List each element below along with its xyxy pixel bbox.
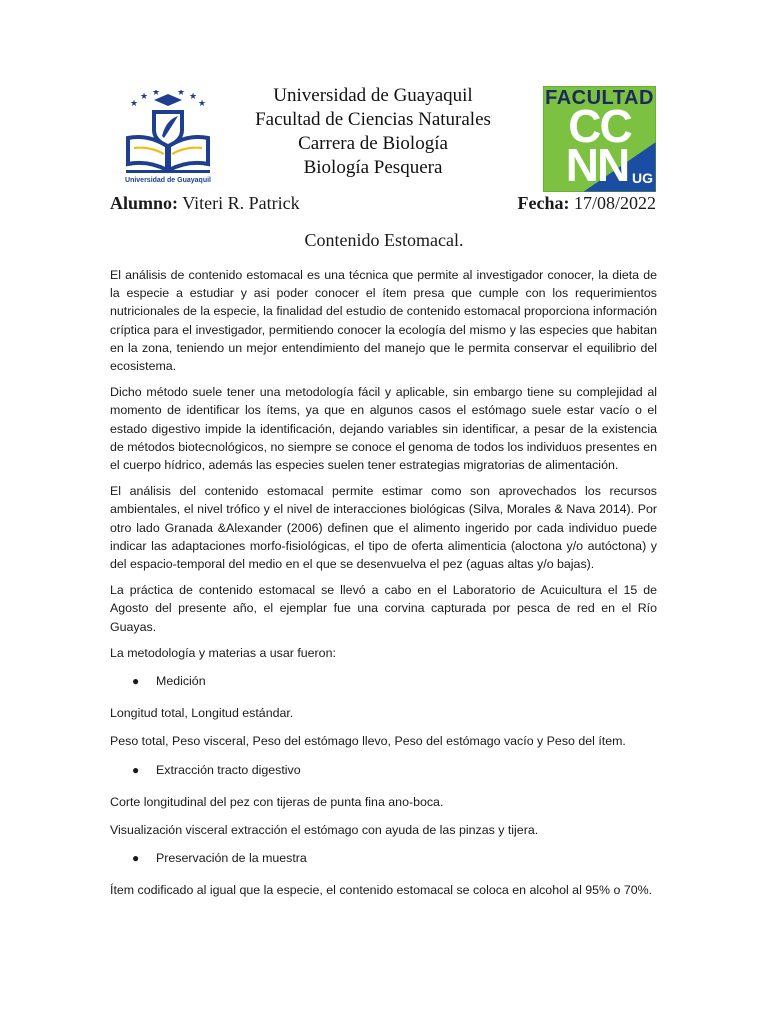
document-body bbox=[110, 266, 657, 908]
date-label: Fecha: bbox=[517, 193, 570, 213]
header-faculty: Facultad de Ciencias Naturales bbox=[255, 109, 491, 130]
svg-text:★: ★ bbox=[189, 92, 198, 102]
section-line: Ítem codificado al igual que la especie, el contenido estomacal se coloca en alcohol al 95% o 70%. bbox=[110, 883, 653, 898]
svg-text:★: ★ bbox=[130, 99, 139, 109]
paragraph: El análisis de contenido estomacal es una técnica que permite al investigador conocer, la dieta de la especie a estudiar y asi poder conocer el ítem presa que cumple con los requerimientos nutricionales de la especie, la finalidad del estudio de contenido estomacal proporciona información críptica para el investigador, permitiendo conocer la ecología del mismo y las especies que habitan en la zona, teniendo un mejor entendimiento del manejo que le permita conservar el equilibrio del ecosistema. bbox=[110, 268, 657, 374]
university-logo-icon bbox=[118, 90, 218, 190]
date-value: 17/08/2022 bbox=[573, 193, 656, 213]
bullet-label: Medición bbox=[156, 674, 206, 689]
bullet-label: Extracción tracto digestivo bbox=[156, 762, 301, 777]
paragraph: El análisis del contenido estomacal permite estimar como son aprovechados los recursos ambientales, el nivel trófico y el nivel de interacciones biológicas (Silva, Morales & Nava 2014). Por otro lado Granada &Alexander (2006) definen que el alimento ingerido por cada individuo puede indicar las adaptaciones morfo-fisiológicas, el tipo de oferta alimenticia (aloctona y/o autóctona) y del espacio-temporal del medio en el que se desenvuelva el pez (aguas altas y/o bajas). bbox=[110, 484, 657, 572]
section-line: Corte longitudinal del pez con tijeras de punta fina ano-boca. bbox=[110, 794, 444, 809]
section-line: Longitud total, Longitud estándar. bbox=[110, 706, 294, 721]
bullet-icon: ● bbox=[132, 851, 140, 866]
bullet-item bbox=[110, 761, 657, 779]
bullet-label: Preservación de la muestra bbox=[156, 851, 307, 866]
document-title: Contenido Estomacal. bbox=[304, 230, 464, 250]
paragraph: La práctica de contenido estomacal se llevó a cabo en el Laboratorio de Acuicultura el 15 de Agosto del presente año, el ejemplar fue una corvina capturada por pesca de red en el Río Guayas. bbox=[110, 583, 657, 634]
faculty-logo-ug: UG bbox=[632, 170, 653, 186]
svg-text:★: ★ bbox=[177, 90, 186, 98]
faculty-logo-cc: CC bbox=[568, 100, 631, 152]
student-value: Viteri R. Patrick bbox=[182, 193, 300, 213]
section-line: Peso total, Peso visceral, Peso del estómago llevo, Peso del estómago vacío y Peso del ítem. bbox=[110, 734, 626, 749]
header-subject: Biología Pesquera bbox=[303, 157, 443, 178]
faculty-logo-top: FACULTAD bbox=[545, 87, 654, 109]
bullet-item bbox=[110, 672, 657, 690]
meta-row bbox=[110, 193, 656, 217]
faculty-logo-nn: NN bbox=[565, 139, 629, 191]
date-field bbox=[518, 193, 657, 214]
svg-text:★: ★ bbox=[198, 99, 207, 109]
header-career: Carrera de Biología bbox=[298, 133, 448, 154]
university-logo-caption: Universidad de Guayaquil bbox=[125, 177, 211, 184]
svg-text:★: ★ bbox=[152, 90, 161, 98]
faculty-logo bbox=[543, 86, 656, 192]
paragraph: La metodología y materias a usar fueron: bbox=[110, 645, 336, 660]
bullet-icon: ● bbox=[132, 762, 140, 777]
institution-header bbox=[228, 84, 518, 180]
svg-text:★: ★ bbox=[140, 92, 149, 102]
student-field bbox=[110, 193, 300, 214]
bullet-item bbox=[110, 849, 657, 867]
student-label: Alumno: bbox=[110, 193, 179, 213]
university-logo bbox=[118, 90, 218, 190]
paragraph: Dicho método suele tener una metodología fácil y aplicable, sin embargo tiene su complejidad al momento de identificar los ítems, ya que en algunos casos el estómago suele estar vacío o el estado digestivo impide la identificación, dejando variables sin identificar, a pesar de la existencia de métodos biotecnológicos, no siempre se conoce el genoma de todos los individuos presentes en el cuerpo hídrico, además las especies suelen tener estrategias migratorias de alimentación. bbox=[110, 385, 657, 473]
section-line: Visualización visceral extracción el estómago con ayuda de las pinzas y tijera. bbox=[110, 823, 539, 838]
header-university: Universidad de Guayaquil bbox=[273, 85, 473, 106]
bullet-icon: ● bbox=[132, 674, 140, 689]
